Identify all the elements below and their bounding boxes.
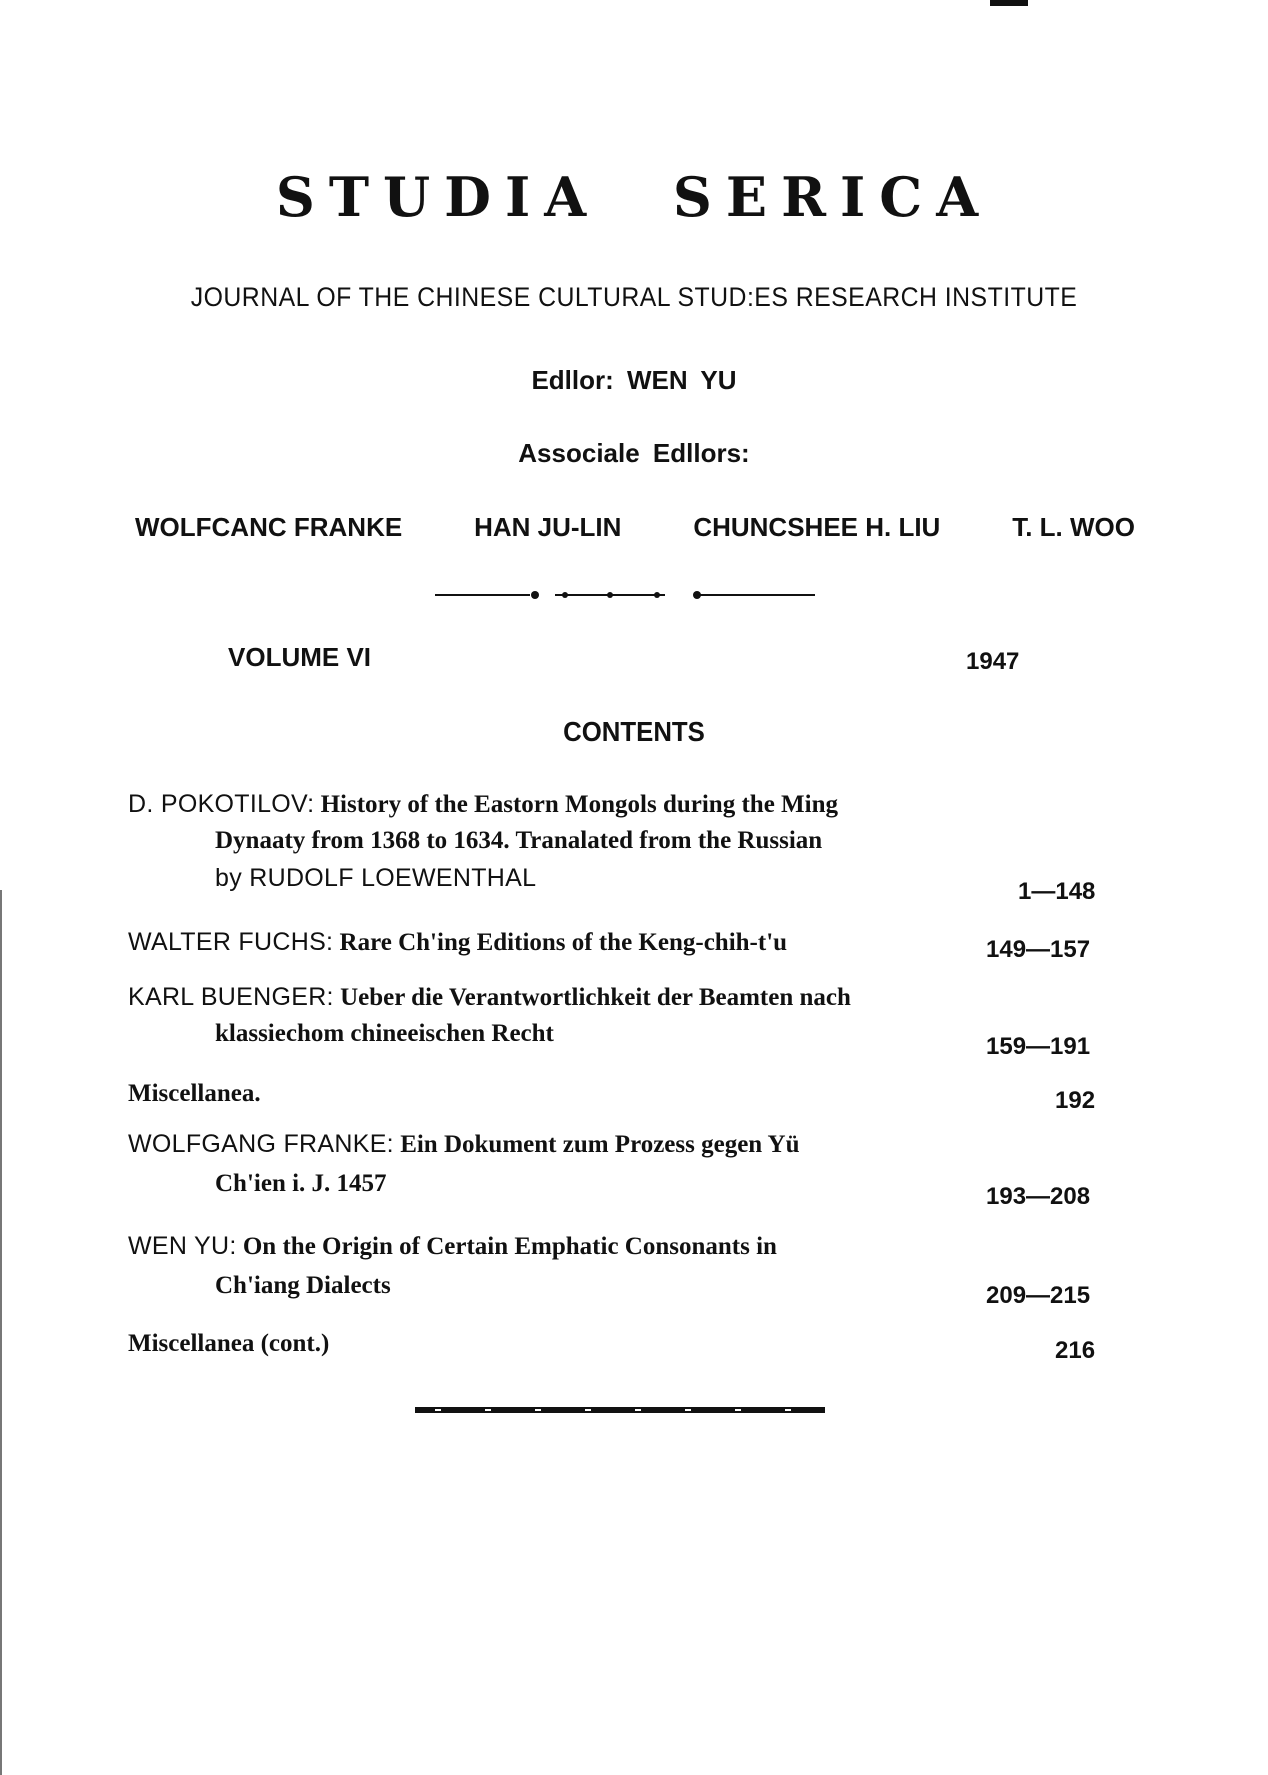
entry-title-cont: klassiechom chineeischen Recht xyxy=(215,1020,554,1047)
entry-pages: 193—208 xyxy=(986,1183,1091,1210)
entry-author: WALTER FUCHS: xyxy=(128,928,334,956)
associate-editor: WOLFCANC FRANKE xyxy=(135,512,403,542)
toc-entry-line xyxy=(128,983,851,1012)
entry-title-cont: Dynaaty from 1368 to 1634. Tranalated from the Russian xyxy=(215,827,823,854)
entry-pages: 192 xyxy=(1055,1087,1096,1114)
entry-title: On the Origin of Certain Emphatic Consonants in xyxy=(242,1233,777,1260)
entry-author: Miscellanea. xyxy=(128,1080,261,1107)
entry-author: KARL BUENGER: xyxy=(128,983,334,1011)
associate-editor: CHUNCSHEE H. LIU xyxy=(693,512,941,542)
entry-title: Ueber die Verantwortlichkeit der Beamten nach xyxy=(340,984,851,1011)
entry-author: D. POKOTILOV: xyxy=(128,790,315,818)
entry-translator: by RUDOLF LOEWENTHAL xyxy=(215,864,537,892)
ornament-divider xyxy=(435,588,815,602)
toc-entry-line xyxy=(128,1232,777,1261)
entry-author: WEN YU: xyxy=(128,1232,237,1260)
contents-heading: CONTENTS xyxy=(563,716,705,747)
editor-line: Edllor: WEN YU xyxy=(531,365,737,395)
entry-pages: 1—148 xyxy=(1018,878,1096,905)
associate-editor: HAN JU-LIN xyxy=(474,512,622,542)
entry-author: Miscellanea (cont.) xyxy=(128,1330,330,1357)
journal-title: STUDIA SERICA xyxy=(275,165,993,229)
entry-author: WOLFGANG FRANKE: xyxy=(128,1130,394,1158)
volume-label: VOLUME VI xyxy=(228,642,372,672)
associate-editor: T. L. WOO xyxy=(1012,512,1135,542)
entry-title-cont: Ch'ien i. J. 1457 xyxy=(215,1170,387,1197)
entry-title: History of the Eastorn Mongols during the Ming xyxy=(320,791,838,818)
toc-entry-line xyxy=(128,1130,800,1159)
entry-pages: 159—191 xyxy=(986,1033,1091,1060)
scan-edge-line xyxy=(0,890,2,1775)
associate-editors-label: Associale Edllors: xyxy=(518,438,750,468)
entry-title-cont: Ch'iang Dialects xyxy=(215,1272,391,1299)
journal-subtitle: JOURNAL OF THE CHINESE CULTURAL STUD:ES RESEARCH INSTITUTE xyxy=(190,282,1078,312)
entry-pages: 149—157 xyxy=(986,936,1091,963)
scan-corner-mark xyxy=(990,0,1028,6)
entry-pages: 216 xyxy=(1055,1337,1096,1364)
entry-title: Rare Ch'ing Editions of the Keng-chih-t'u xyxy=(339,929,788,956)
volume-year: 1947 xyxy=(966,648,1020,675)
toc-entry-line xyxy=(128,928,787,957)
entry-pages: 209—215 xyxy=(986,1282,1091,1309)
toc-entry-line xyxy=(128,790,838,819)
entry-title: Ein Dokument zum Prozess gegen Yü xyxy=(400,1131,800,1158)
associate-editors-list xyxy=(135,512,1135,543)
ornament-end-rule xyxy=(415,1405,825,1415)
